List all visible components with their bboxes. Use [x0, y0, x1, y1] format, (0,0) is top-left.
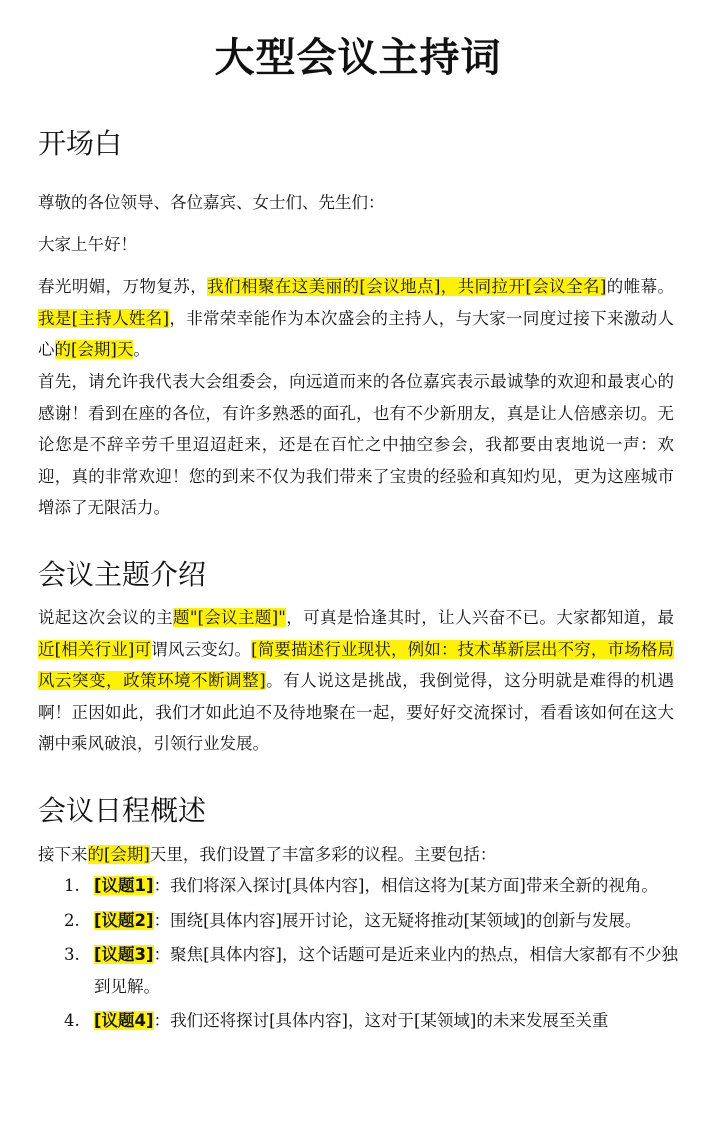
agenda-tag-open: [ [94, 1011, 102, 1030]
agenda-item [38, 870, 678, 902]
opening-p1-highlight-2: 我是[主持人姓名] [38, 308, 170, 328]
schedule-intro-highlight: 的[会期] [87, 845, 150, 864]
schedule-intro-text-2: 天里，我们设置了丰富多彩的议程。主要包括： [149, 845, 497, 864]
opening-paragraph-2: 首先，请允许我代表大会组委会，向远道而来的各位嘉宾表示最诚挚的欢迎和最衷心的感谢！看到在座的各位，有许多熟悉的面孔，也有不少新朋友，真是让人倍感亲切。无论您是不辞辛劳千里迢迢赶来，还是在百忙之中抽空参会，我都要由衷地说一声：欢迎，真的非常欢迎！您的到来不仅为我们带来了宝贵的经验和真知灼见，更为这座城市增添了无限活力。 [38, 372, 674, 517]
agenda-item-text: ：聚焦[具体内容]，这个话题可是近来业内的热点，相信大家都有不少独到见解。 [94, 945, 679, 996]
agenda-list [38, 870, 678, 1037]
agenda-item-text: ：围绕[具体内容]展开讨论，这无疑将推动[某领域]的创新与发展。 [153, 910, 642, 930]
agenda-tag-label: 议题4 [101, 1011, 147, 1030]
agenda-item-number: 4. [64, 1011, 80, 1030]
agenda-tag-label: 议题2 [101, 910, 147, 930]
agenda-item [38, 1005, 678, 1037]
opening-paragraph-1 [38, 271, 674, 366]
agenda-item-text: ：我们还将探讨[具体内容]，这对于[某领域]的未来发展至关重 [153, 1011, 609, 1030]
agenda-tag-open: [ [94, 945, 102, 964]
agenda-item [38, 905, 678, 937]
opening-p1-text-4: 。 [133, 340, 150, 359]
schedule-intro-text-1: 接下来 [38, 845, 88, 864]
agenda-item-text: ：我们将深入探讨[具体内容]，相信这将为[某方面]带来全新的视角。 [153, 876, 658, 895]
agenda-tag-label: 议题3 [101, 945, 147, 964]
theme-highlight-1: 题"[会议主题]" [173, 608, 286, 627]
theme-highlight-2: 近[相关行业]可 [38, 639, 152, 659]
theme-paragraph [38, 602, 674, 760]
agenda-tag-close: ] [146, 945, 154, 964]
agenda-item-number: 3. [64, 945, 80, 964]
opening-p1-text-3: ，非常荣幸能作为本次盛会的主持人，与大家一同度过接下来激动人心 [38, 308, 675, 359]
theme-highlight-3: [简要描述行业现状，例如：技术革新层出不穷，市场格局风云突变，政策环境不断调整] [38, 639, 675, 690]
schedule-intro [38, 839, 674, 871]
agenda-tag-close: ] [146, 910, 154, 930]
agenda-tag-close: ] [146, 1011, 154, 1030]
theme-text-3: 谓风云变幻。 [151, 639, 252, 659]
section-heading-theme: 会议主题介绍 [38, 558, 207, 591]
agenda-item-number: 1. [64, 876, 80, 895]
theme-text-1: 说起这次会议的主 [38, 608, 174, 627]
agenda-item-tag [94, 876, 154, 895]
agenda-tag-open: [ [94, 910, 102, 930]
agenda-tag-close: ] [146, 876, 154, 895]
section-heading-schedule: 会议日程概述 [38, 794, 207, 827]
salutation: 尊敬的各位领导、各位嘉宾、女士们、先生们： [38, 193, 385, 212]
agenda-item [38, 939, 678, 1002]
theme-text-4: 。有人说这是挑战，我倒觉得，这分明就是难得的机遇啊！正因如此，我们才如此迫不及待地聚在一起，要好好交流探讨，看看该如何在这大潮中乘风破浪，引领行业发展。 [38, 671, 675, 753]
agenda-item-number: 2. [64, 910, 80, 930]
opening-p1-text-1: 春光明媚，万物复苏， [38, 277, 208, 296]
agenda-item-tag [94, 1011, 154, 1030]
agenda-item-tag [94, 945, 154, 964]
opening-p1-highlight-1: 我们相聚在这美丽的[会议地点]，共同拉开[会议全名] [207, 277, 607, 296]
opening-p1-highlight-3: 的[会期]天 [54, 340, 134, 359]
theme-text-2: ，可真是恰逢其时，让人兴奋不已。大家都知道，最 [285, 608, 675, 627]
opening-p1-text-2: 的帷幕。 [606, 277, 675, 296]
document-title: 大型会议主持词 [214, 35, 502, 81]
agenda-item-tag [94, 911, 154, 930]
greeting: 大家上午好！ [38, 235, 137, 254]
agenda-tag-label: 议题1 [101, 876, 147, 895]
section-heading-opening: 开场白 [38, 127, 123, 160]
agenda-tag-open: [ [94, 876, 102, 895]
